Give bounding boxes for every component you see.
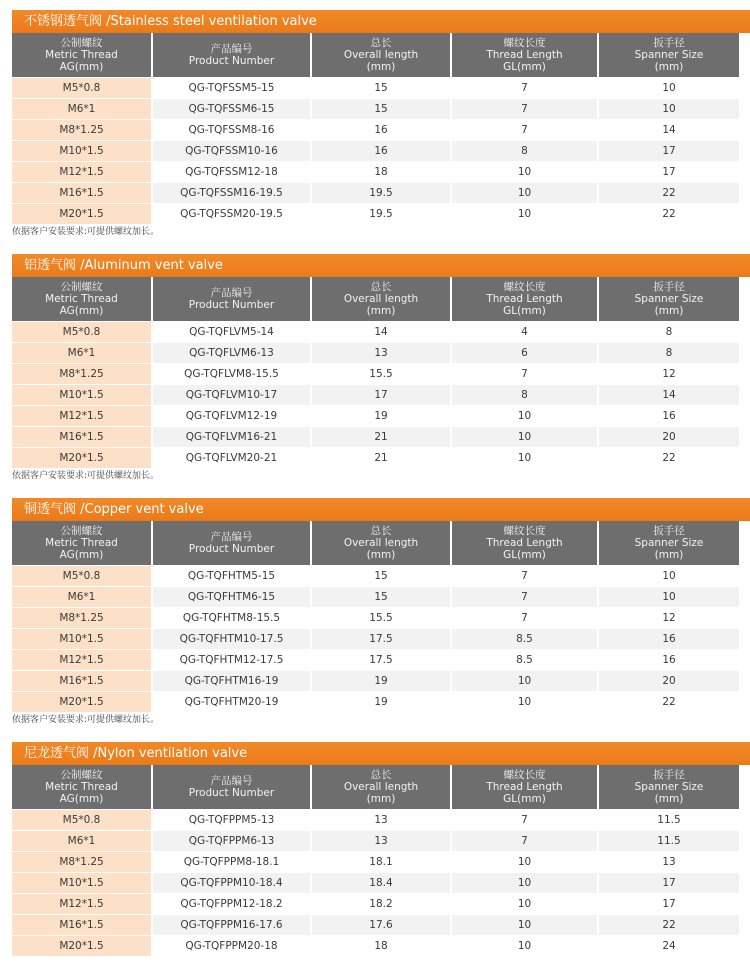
table-row (12, 670, 739, 691)
cell-thread-length: 10 (451, 447, 598, 468)
cell-spanner-size: 20 (598, 670, 739, 691)
cell-spanner-size: 10 (598, 565, 739, 586)
cell-product-number: QG-TQFHTM12-17.5 (152, 649, 311, 670)
cell-product-number: QG-TQFLVM20-21 (152, 447, 311, 468)
cell-thread-length: 7 (451, 830, 598, 851)
header-row (12, 277, 739, 321)
cell-overall-length: 13 (311, 342, 451, 363)
cell-spanner-size: 16 (598, 649, 739, 670)
header-spanner-size: 扳手径 Spanner Size (mm) (598, 33, 739, 77)
table-row (12, 426, 739, 447)
cell-thread-length: 7 (451, 363, 598, 384)
header-metric-thread: 公制螺纹 Metric Thread AG(mm) (12, 33, 152, 77)
cell-thread-length: 8.5 (451, 628, 598, 649)
cell-metric-thread: M5*0.8 (12, 809, 152, 830)
cell-overall-length: 15 (311, 586, 451, 607)
cell-product-number: QG-TQFPPM20-18 (152, 935, 311, 956)
table-row (12, 628, 739, 649)
cell-spanner-size: 11.5 (598, 809, 739, 830)
table-row (12, 607, 739, 628)
cell-overall-length: 21 (311, 447, 451, 468)
cell-product-number: QG-TQFPPM8-18.1 (152, 851, 311, 872)
cell-product-number: QG-TQFLVM6-13 (152, 342, 311, 363)
cell-thread-length: 10 (451, 851, 598, 872)
spec-table (12, 33, 739, 224)
cell-metric-thread: M16*1.5 (12, 182, 152, 203)
cell-thread-length: 10 (451, 182, 598, 203)
cell-metric-thread: M12*1.5 (12, 893, 152, 914)
cell-metric-thread: M6*1 (12, 586, 152, 607)
header-overall-length: 总长 Overall length (mm) (311, 33, 451, 77)
cell-spanner-size: 22 (598, 182, 739, 203)
cell-overall-length: 21 (311, 426, 451, 447)
section-stainless (0, 10, 750, 240)
cell-thread-length: 10 (451, 893, 598, 914)
cell-thread-length: 10 (451, 161, 598, 182)
cell-overall-length: 19 (311, 691, 451, 712)
cell-thread-length: 10 (451, 914, 598, 935)
cell-thread-length: 8.5 (451, 649, 598, 670)
cell-spanner-size: 22 (598, 447, 739, 468)
cell-thread-length: 10 (451, 203, 598, 224)
cell-thread-length: 10 (451, 935, 598, 956)
cell-metric-thread: M16*1.5 (12, 426, 152, 447)
cell-thread-length: 10 (451, 405, 598, 426)
section-title: 铝透气阀 /Aluminum vent valve (12, 254, 750, 277)
table-row (12, 161, 739, 182)
cell-overall-length: 19 (311, 405, 451, 426)
table-row (12, 691, 739, 712)
cell-product-number: QG-TQFLVM10-17 (152, 384, 311, 405)
cell-product-number: QG-TQFSSM8-16 (152, 119, 311, 140)
table-row (12, 935, 739, 956)
cell-spanner-size: 16 (598, 628, 739, 649)
cell-spanner-size: 17 (598, 140, 739, 161)
header-spanner-size: 扳手径 Spanner Size (mm) (598, 521, 739, 565)
cell-metric-thread: M20*1.5 (12, 691, 152, 712)
cell-product-number: QG-TQFPPM10-18.4 (152, 872, 311, 893)
cell-product-number: QG-TQFSSM12-18 (152, 161, 311, 182)
cell-metric-thread: M10*1.5 (12, 140, 152, 161)
cell-thread-length: 7 (451, 565, 598, 586)
header-metric-thread: 公制螺纹 Metric Thread AG(mm) (12, 521, 152, 565)
cell-product-number: QG-TQFSSM20-19.5 (152, 203, 311, 224)
table-row (12, 649, 739, 670)
footnote: 依据客户安装要求:可提供螺纹加长。 (12, 471, 160, 481)
header-spanner-size: 扳手径 Spanner Size (mm) (598, 277, 739, 321)
cell-overall-length: 16 (311, 140, 451, 161)
cell-product-number: QG-TQFPPM16-17.6 (152, 914, 311, 935)
cell-overall-length: 18 (311, 935, 451, 956)
cell-metric-thread: M16*1.5 (12, 670, 152, 691)
cell-product-number: QG-TQFPPM12-18.2 (152, 893, 311, 914)
cell-thread-length: 10 (451, 426, 598, 447)
cell-metric-thread: M16*1.5 (12, 914, 152, 935)
cell-metric-thread: M8*1.25 (12, 363, 152, 384)
cell-thread-length: 4 (451, 321, 598, 342)
spec-table (12, 521, 739, 712)
cell-metric-thread: M8*1.25 (12, 119, 152, 140)
cell-overall-length: 17.5 (311, 628, 451, 649)
cell-product-number: QG-TQFLVM12-19 (152, 405, 311, 426)
cell-metric-thread: M20*1.5 (12, 447, 152, 468)
cell-thread-length: 6 (451, 342, 598, 363)
cell-metric-thread: M6*1 (12, 342, 152, 363)
cell-overall-length: 18.2 (311, 893, 451, 914)
table-row (12, 565, 739, 586)
cell-overall-length: 15.5 (311, 363, 451, 384)
cell-metric-thread: M8*1.25 (12, 607, 152, 628)
cell-product-number: QG-TQFHTM16-19 (152, 670, 311, 691)
cell-spanner-size: 16 (598, 405, 739, 426)
header-overall-length: 总长 Overall length (mm) (311, 277, 451, 321)
table-row (12, 77, 739, 98)
cell-metric-thread: M20*1.5 (12, 935, 152, 956)
section-nylon (0, 742, 750, 956)
cell-overall-length: 19.5 (311, 203, 451, 224)
cell-metric-thread: M20*1.5 (12, 203, 152, 224)
section-title: 不锈钢透气阀 /Stainless steel ventilation valve (12, 10, 750, 33)
spec-table (12, 277, 739, 468)
section-title: 尼龙透气阀 /Nylon ventilation valve (12, 742, 750, 765)
section-aluminum (0, 254, 750, 484)
cell-spanner-size: 17 (598, 893, 739, 914)
cell-overall-length: 13 (311, 809, 451, 830)
header-thread-length: 螺纹长度 Thread Length GL(mm) (451, 33, 598, 77)
header-metric-thread: 公制螺纹 Metric Thread AG(mm) (12, 277, 152, 321)
cell-product-number: QG-TQFHTM20-19 (152, 691, 311, 712)
header-product-number: 产品编号 Product Number (152, 277, 311, 321)
cell-overall-length: 16 (311, 119, 451, 140)
table-row (12, 182, 739, 203)
cell-spanner-size: 12 (598, 607, 739, 628)
cell-overall-length: 14 (311, 321, 451, 342)
cell-spanner-size: 10 (598, 77, 739, 98)
cell-spanner-size: 22 (598, 203, 739, 224)
cell-metric-thread: M5*0.8 (12, 565, 152, 586)
cell-spanner-size: 12 (598, 363, 739, 384)
cell-product-number: QG-TQFHTM10-17.5 (152, 628, 311, 649)
cell-product-number: QG-TQFHTM5-15 (152, 565, 311, 586)
cell-thread-length: 8 (451, 384, 598, 405)
cell-metric-thread: M6*1 (12, 830, 152, 851)
cell-metric-thread: M5*0.8 (12, 77, 152, 98)
header-row (12, 33, 739, 77)
table-row (12, 203, 739, 224)
cell-product-number: QG-TQFPPM5-13 (152, 809, 311, 830)
cell-product-number: QG-TQFSSM10-16 (152, 140, 311, 161)
header-thread-length: 螺纹长度 Thread Length GL(mm) (451, 277, 598, 321)
table-row (12, 119, 739, 140)
cell-spanner-size: 14 (598, 119, 739, 140)
header-row (12, 521, 739, 565)
cell-product-number: QG-TQFSSM5-15 (152, 77, 311, 98)
cell-overall-length: 13 (311, 830, 451, 851)
cell-spanner-size: 10 (598, 586, 739, 607)
cell-spanner-size: 24 (598, 935, 739, 956)
header-product-number: 产品编号 Product Number (152, 33, 311, 77)
cell-thread-length: 7 (451, 586, 598, 607)
table-row (12, 405, 739, 426)
cell-spanner-size: 11.5 (598, 830, 739, 851)
table-row (12, 447, 739, 468)
cell-product-number: QG-TQFHTM6-15 (152, 586, 311, 607)
cell-thread-length: 7 (451, 809, 598, 830)
cell-spanner-size: 8 (598, 321, 739, 342)
table-row (12, 851, 739, 872)
header-product-number: 产品编号 Product Number (152, 765, 311, 809)
cell-metric-thread: M12*1.5 (12, 405, 152, 426)
cell-thread-length: 8 (451, 140, 598, 161)
cell-overall-length: 18.4 (311, 872, 451, 893)
header-thread-length: 螺纹长度 Thread Length GL(mm) (451, 521, 598, 565)
cell-metric-thread: M12*1.5 (12, 161, 152, 182)
table-row (12, 872, 739, 893)
table-row (12, 809, 739, 830)
cell-overall-length: 15 (311, 565, 451, 586)
cell-spanner-size: 17 (598, 872, 739, 893)
cell-spanner-size: 22 (598, 691, 739, 712)
table-row (12, 140, 739, 161)
header-row (12, 765, 739, 809)
cell-metric-thread: M10*1.5 (12, 628, 152, 649)
header-thread-length: 螺纹长度 Thread Length GL(mm) (451, 765, 598, 809)
header-metric-thread: 公制螺纹 Metric Thread AG(mm) (12, 765, 152, 809)
cell-thread-length: 7 (451, 77, 598, 98)
cell-spanner-size: 8 (598, 342, 739, 363)
cell-overall-length: 18 (311, 161, 451, 182)
cell-product-number: QG-TQFHTM8-15.5 (152, 607, 311, 628)
cell-overall-length: 17.5 (311, 649, 451, 670)
cell-metric-thread: M12*1.5 (12, 649, 152, 670)
cell-thread-length: 10 (451, 872, 598, 893)
cell-thread-length: 10 (451, 670, 598, 691)
cell-overall-length: 18.1 (311, 851, 451, 872)
cell-product-number: QG-TQFPPM6-13 (152, 830, 311, 851)
table-row (12, 321, 739, 342)
cell-overall-length: 15.5 (311, 607, 451, 628)
cell-metric-thread: M6*1 (12, 98, 152, 119)
table-row (12, 914, 739, 935)
footnote: 依据客户安装要求:可提供螺纹加长。 (12, 715, 160, 725)
cell-overall-length: 19.5 (311, 182, 451, 203)
cell-spanner-size: 14 (598, 384, 739, 405)
cell-spanner-size: 22 (598, 914, 739, 935)
table-row (12, 363, 739, 384)
section-copper (0, 498, 750, 728)
cell-overall-length: 17.6 (311, 914, 451, 935)
cell-product-number: QG-TQFLVM16-21 (152, 426, 311, 447)
table-row (12, 384, 739, 405)
cell-thread-length: 7 (451, 119, 598, 140)
cell-product-number: QG-TQFSSM16-19.5 (152, 182, 311, 203)
cell-product-number: QG-TQFSSM6-15 (152, 98, 311, 119)
cell-metric-thread: M5*0.8 (12, 321, 152, 342)
header-product-number: 产品编号 Product Number (152, 521, 311, 565)
cell-spanner-size: 10 (598, 98, 739, 119)
table-row (12, 893, 739, 914)
cell-metric-thread: M8*1.25 (12, 851, 152, 872)
cell-product-number: QG-TQFLVM5-14 (152, 321, 311, 342)
cell-spanner-size: 17 (598, 161, 739, 182)
spec-table (12, 765, 739, 956)
footnote: 依据客户安装要求:可提供螺纹加长。 (12, 227, 160, 237)
cell-overall-length: 15 (311, 77, 451, 98)
table-row (12, 830, 739, 851)
header-spanner-size: 扳手径 Spanner Size (mm) (598, 765, 739, 809)
cell-overall-length: 15 (311, 98, 451, 119)
section-title: 铜透气阀 /Copper vent valve (12, 498, 750, 521)
cell-spanner-size: 20 (598, 426, 739, 447)
table-row (12, 342, 739, 363)
cell-overall-length: 17 (311, 384, 451, 405)
header-overall-length: 总长 Overall length (mm) (311, 765, 451, 809)
cell-metric-thread: M10*1.5 (12, 384, 152, 405)
cell-product-number: QG-TQFLVM8-15.5 (152, 363, 311, 384)
header-overall-length: 总长 Overall length (mm) (311, 521, 451, 565)
table-row (12, 98, 739, 119)
cell-overall-length: 19 (311, 670, 451, 691)
table-row (12, 586, 739, 607)
cell-thread-length: 10 (451, 691, 598, 712)
cell-thread-length: 7 (451, 607, 598, 628)
cell-thread-length: 7 (451, 98, 598, 119)
cell-spanner-size: 13 (598, 851, 739, 872)
cell-metric-thread: M10*1.5 (12, 872, 152, 893)
